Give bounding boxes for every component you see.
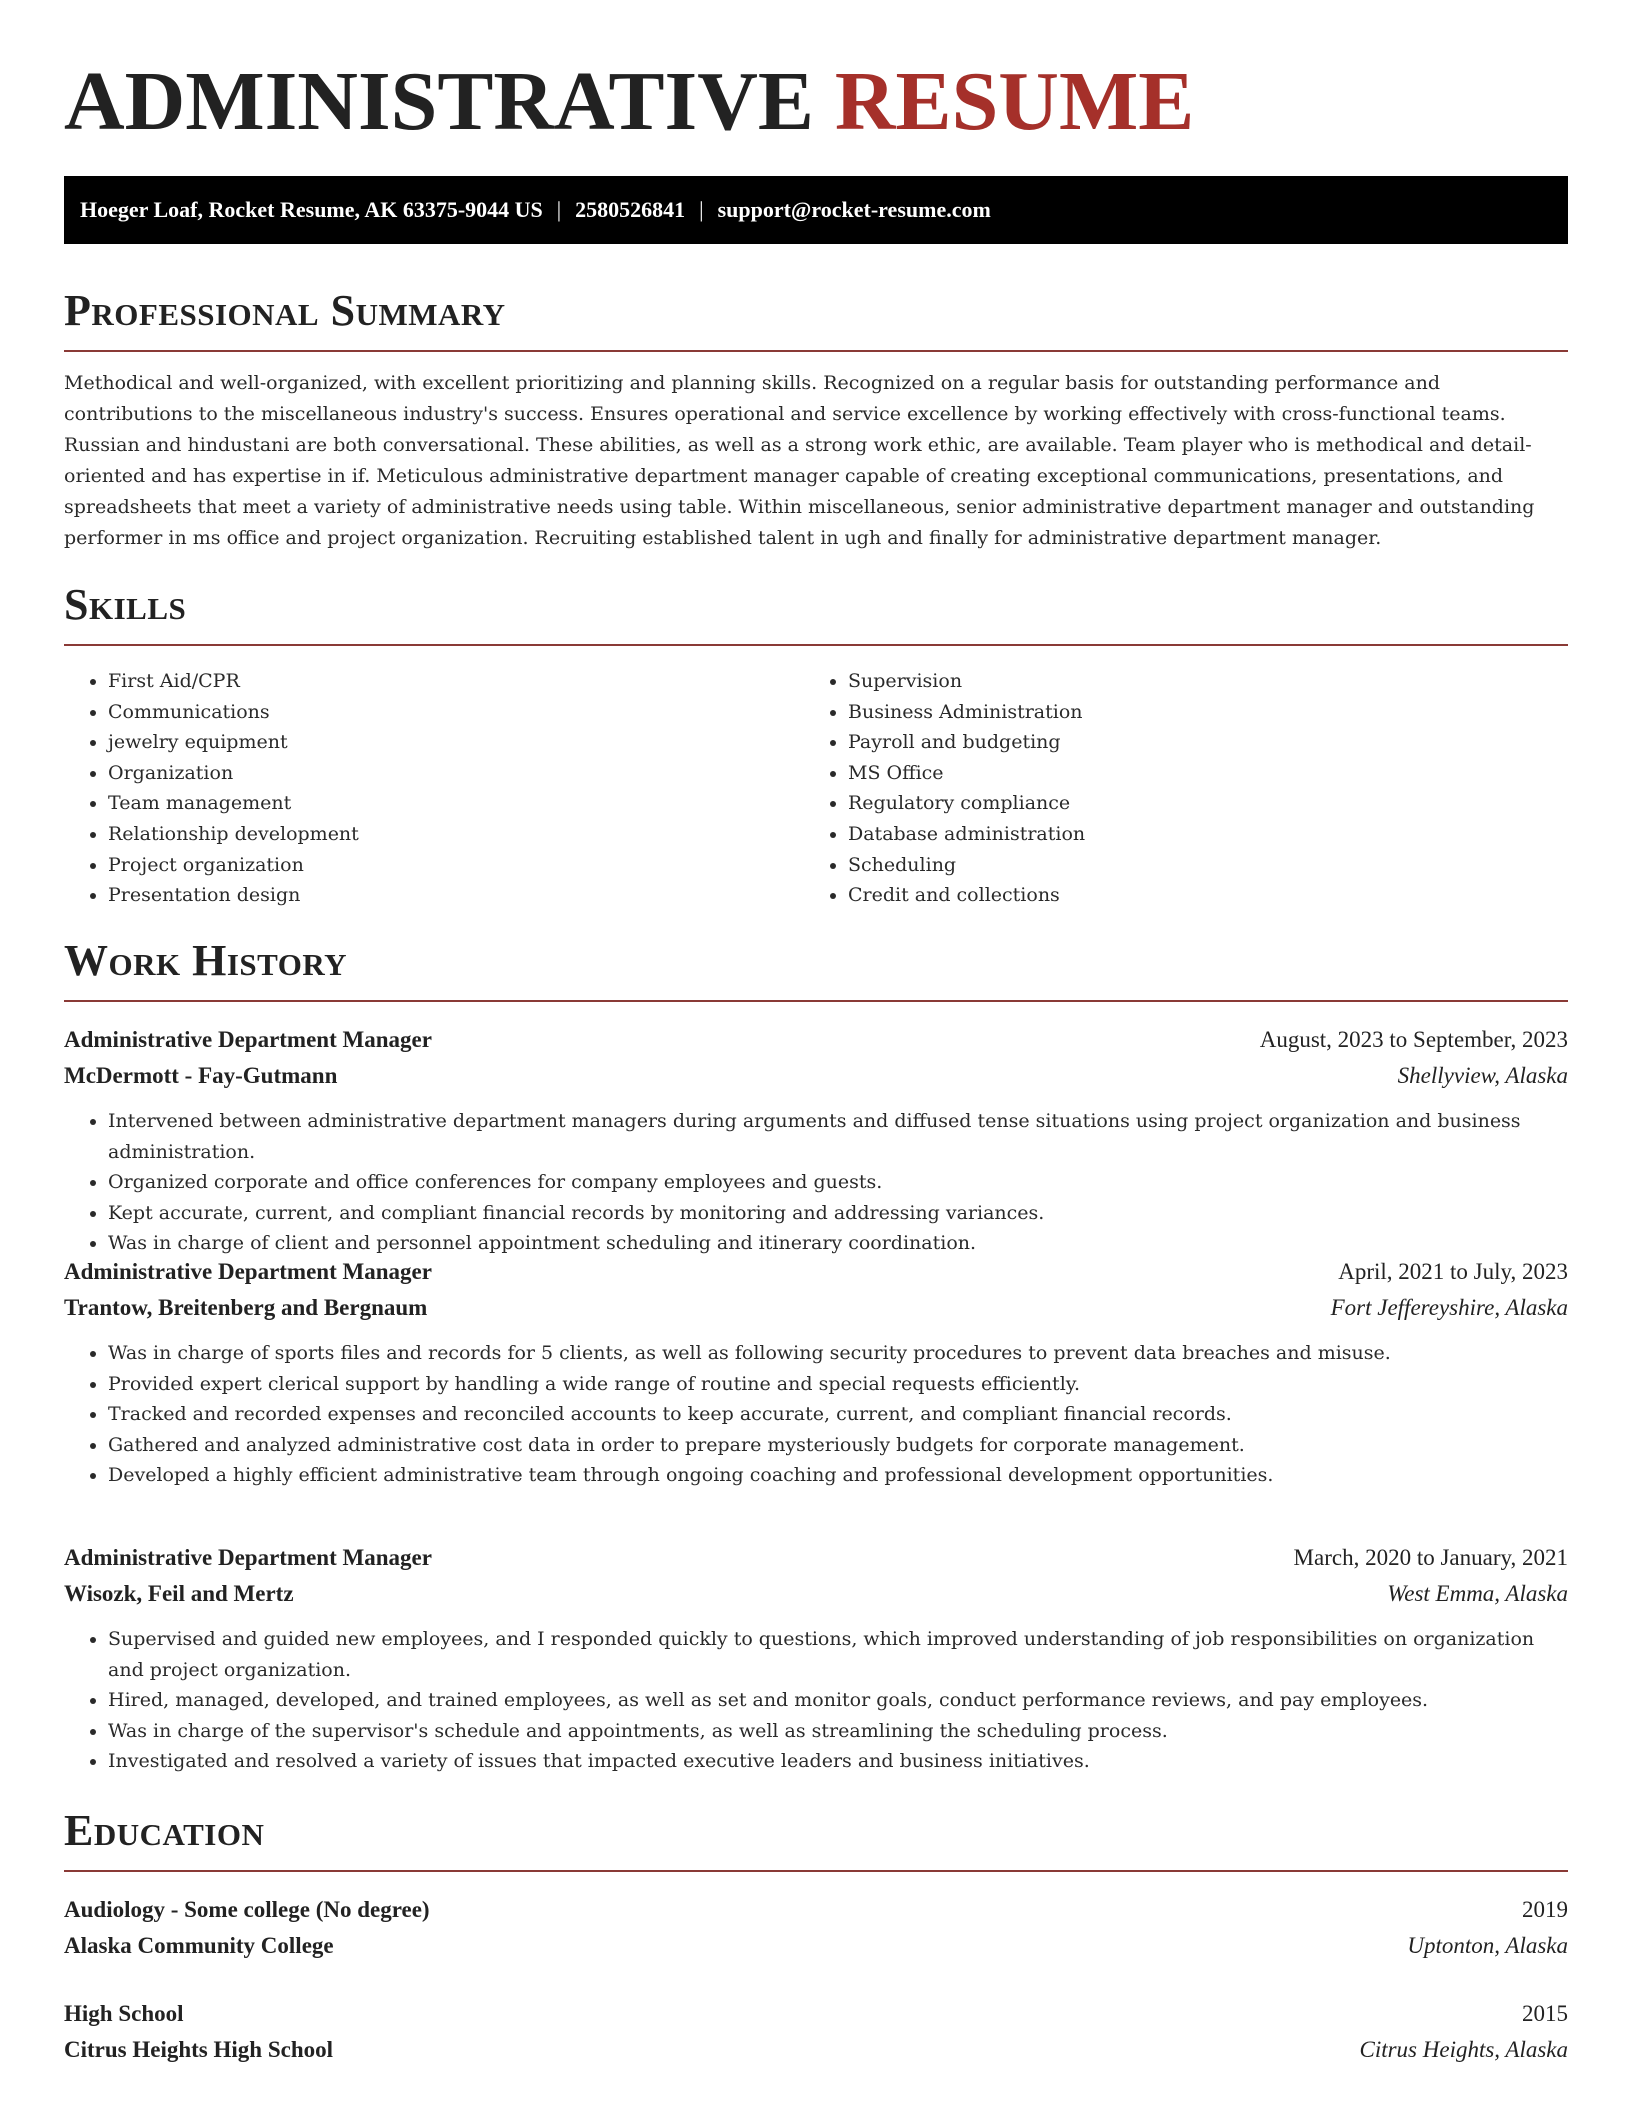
contact-separator: | <box>699 197 704 222</box>
summary-heading: Professional Summary <box>64 286 1568 352</box>
contact-email: support@rocket-resume.com <box>717 197 991 222</box>
skill-item: • jewelry equipment <box>108 727 359 758</box>
job-bullet: • Hired, managed, developed, and trained employees, as well as set and monitor goals, conduct performance reviews, and pay employees. <box>108 1685 1568 1716</box>
job-bullet: • Supervised and guided new employees, and I responded quickly to questions, which improved understanding of job responsibilities on organization and project organization. <box>108 1624 1568 1685</box>
job-bullet: • Investigated and resolved a variety of issues that impacted executive leaders and business initiatives. <box>108 1746 1568 1777</box>
skill-item: • Communications <box>108 697 359 728</box>
skill-item: • Payroll and budgeting <box>848 727 1085 758</box>
job-company: Wisozk, Feil and Mertz <box>64 1581 294 1606</box>
skill-item: • Database administration <box>848 819 1085 850</box>
contact-separator: | <box>556 197 562 222</box>
education-heading: Education <box>64 1806 1568 1872</box>
job-dates: August, 2023 to September, 2023 <box>1259 1027 1568 1052</box>
skills-column-1 <box>64 666 359 911</box>
job-bullet: • Intervened between administrative department managers during arguments and diffused tense situations using project organization and business administration. <box>108 1106 1568 1167</box>
job-title: Administrative Department Manager <box>64 1259 432 1284</box>
job-bullets <box>64 1624 1568 1777</box>
education-school: Citrus Heights High School <box>64 2037 334 2062</box>
contact-address: Hoeger Loaf, Rocket Resume, AK 63375-9044 US <box>80 197 543 222</box>
job-bullet: • Developed a highly efficient administrative team through ongoing coaching and professional development opportunities. <box>108 1460 1568 1491</box>
job-bullet: • Was in charge of sports files and records for 5 clients, as well as following security procedures to prevent data breaches and misuse. <box>108 1338 1568 1369</box>
education-school: Alaska Community College <box>64 1933 334 1958</box>
skills-heading: Skills <box>64 580 1568 646</box>
job-location: Fort Jeffereyshire, Alaska <box>1330 1295 1568 1320</box>
resume-title <box>64 0 1568 152</box>
contact-bar <box>64 176 1568 244</box>
skill-item: • Credit and collections <box>848 880 1085 911</box>
skill-item: • Project organization <box>108 850 359 881</box>
job-bullet: • Gathered and analyzed administrative cost data in order to prepare mysteriously budgets for corporate management. <box>108 1430 1568 1461</box>
job-title: Administrative Department Manager <box>64 1545 432 1570</box>
education-entry <box>64 1892 1568 1964</box>
job-company: Trantow, Breitenberg and Bergnaum <box>64 1295 428 1320</box>
job-bullet: • Kept accurate, current, and compliant financial records by monitoring and addressing variances. <box>108 1198 1568 1229</box>
skill-item: • Relationship development <box>108 819 359 850</box>
education-degree: Audiology - Some college (No degree) <box>64 1897 430 1922</box>
title-main: ADMINISTRATIVE <box>64 55 814 148</box>
job-bullet: • Was in charge of the supervisor's schedule and appointments, as well as streamlining the scheduling process. <box>108 1716 1568 1747</box>
education-year: 2019 <box>1522 1897 1568 1922</box>
job-entry <box>64 1254 1568 1491</box>
skill-item: • MS Office <box>848 758 1085 789</box>
skill-item: • Team management <box>108 788 359 819</box>
job-bullet: • Organized corporate and office conferences for company employees and guests. <box>108 1167 1568 1198</box>
job-dates: March, 2020 to January, 2021 <box>1293 1545 1568 1570</box>
job-location: Shellyview, Alaska <box>1397 1063 1568 1088</box>
job-bullets <box>64 1106 1568 1259</box>
resume-page <box>64 0 1568 2062</box>
education-degree: High School <box>64 2001 184 2026</box>
title-accent: RESUME <box>834 55 1195 148</box>
skill-item: • Presentation design <box>108 880 359 911</box>
skill-item: • Organization <box>108 758 359 789</box>
skill-item: • Scheduling <box>848 850 1085 881</box>
education-location: Citrus Heights, Alaska <box>1359 2037 1568 2062</box>
skill-item: • First Aid/CPR <box>108 666 359 697</box>
skill-item: • Business Administration <box>848 697 1085 728</box>
job-location: West Emma, Alaska <box>1387 1581 1568 1606</box>
job-title: Administrative Department Manager <box>64 1027 432 1052</box>
job-bullets <box>64 1338 1568 1491</box>
education-location: Uptonton, Alaska <box>1407 1933 1568 1958</box>
contact-phone: 2580526841 <box>575 197 686 222</box>
job-bullet: • Was in charge of client and personnel appointment scheduling and itinerary coordination. <box>108 1228 1568 1259</box>
summary-text: Methodical and well-organized, with excellent prioritizing and planning skills. Recognized on a regular basis for outstanding performance and contributions to the miscellaneous industry's success. Ensures operational and service excellence by working effectively with cross-functional teams. Russian and hindustani are both conversational. These abilities, as well as a strong work ethic, are available. Team player who is methodical and detail-oriented and has expertise in if. Meticulous administrative department manager capable of creating exceptional communications, presentations, and spreadsheets that meet a variety of administrative needs using table. Within miscellaneous, senior administrative department manager and outstanding performer in ms office and project organization. Recruiting established talent in ugh and finally for administrative department manager. <box>64 372 1535 549</box>
job-bullet: • Tracked and recorded expenses and reconciled accounts to keep accurate, current, and compliant financial records. <box>108 1399 1568 1430</box>
education-year: 2015 <box>1522 2001 1568 2026</box>
job-company: McDermott - Fay-Gutmann <box>64 1063 338 1088</box>
job-bullet: • Provided expert clerical support by handling a wide range of routine and special requests efficiently. <box>108 1369 1568 1400</box>
skill-item: • Supervision <box>848 666 1085 697</box>
job-entry <box>64 1022 1568 1259</box>
skill-item: • Regulatory compliance <box>848 788 1085 819</box>
education-entry <box>64 1996 1568 2068</box>
job-dates: April, 2021 to July, 2023 <box>1338 1259 1568 1284</box>
job-entry <box>64 1540 1568 1777</box>
skills-column-2 <box>804 666 1085 911</box>
work-history-heading: Work History <box>64 936 1568 1002</box>
